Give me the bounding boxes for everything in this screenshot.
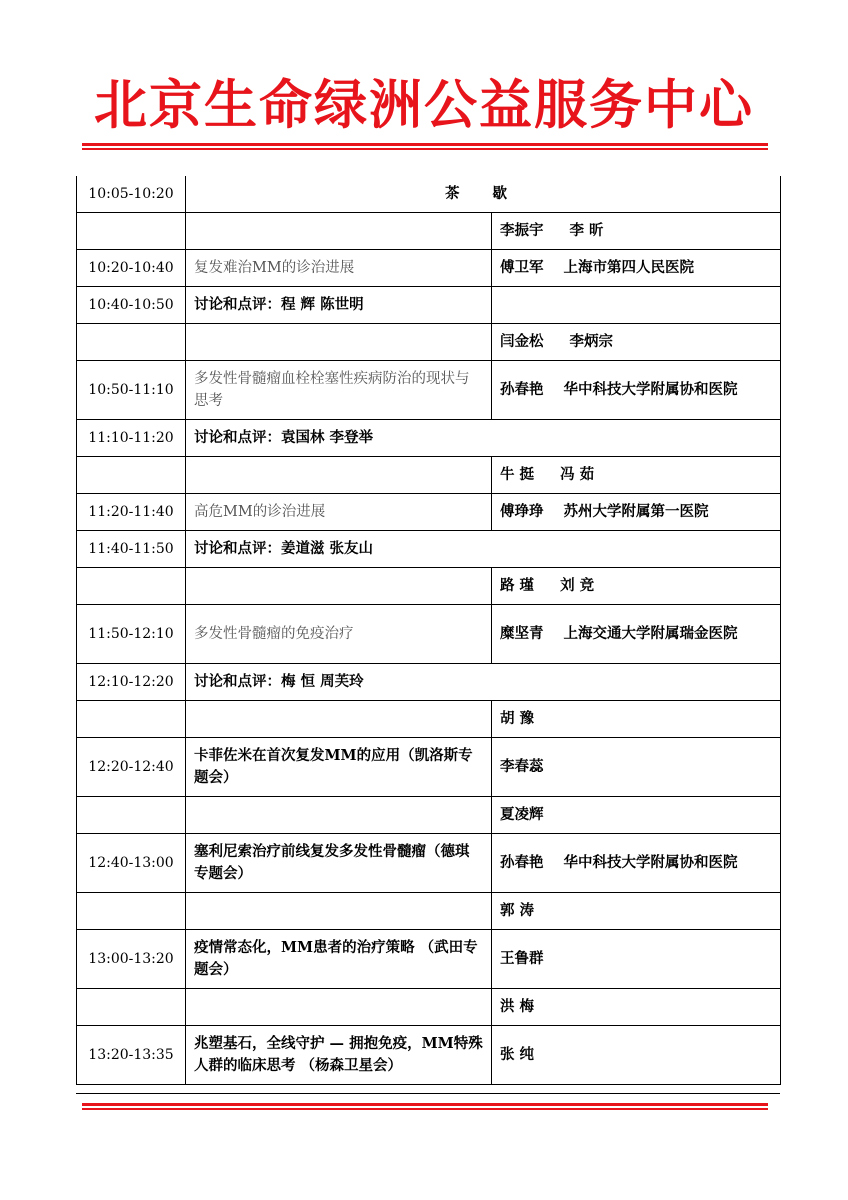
speaker-name: 孙春艳 <box>500 380 544 398</box>
moderators-cell <box>492 700 781 737</box>
time-cell: 11:50-12:10 <box>77 604 186 663</box>
schedule-body <box>77 176 781 1084</box>
table-row-break <box>77 176 781 212</box>
speaker-name: 糜坚青 <box>500 624 544 642</box>
table-row <box>77 323 781 360</box>
time-cell: 13:20-13:35 <box>77 1025 186 1084</box>
table-row <box>77 286 781 323</box>
moderators-cell <box>492 212 781 249</box>
discussion-cell: 讨论和点评：姜道滋 张友山 <box>186 530 781 567</box>
moderators-cell <box>492 456 781 493</box>
time-cell: 10:50-11:10 <box>77 360 186 419</box>
footer-rule-thick <box>82 1103 768 1106</box>
empty-topic-cell <box>186 212 492 249</box>
table-row <box>77 567 781 604</box>
time-cell: 11:10-11:20 <box>77 419 186 456</box>
topic-cell: 疫情常态化，MM患者的治疗策略 （武田专题会） <box>186 929 492 988</box>
schedule-table <box>76 176 781 1085</box>
moderators-cell <box>492 323 781 360</box>
discussion-cell: 讨论和点评：袁国林 李登举 <box>186 419 781 456</box>
empty-speaker-cell <box>492 286 781 323</box>
table-row <box>77 892 781 929</box>
moderators-cell <box>492 988 781 1025</box>
time-cell: 11:40-11:50 <box>77 530 186 567</box>
speaker-cell <box>492 493 781 530</box>
speaker-name: 张 纯 <box>500 1045 535 1063</box>
table-row <box>77 456 781 493</box>
speaker-cell <box>492 360 781 419</box>
moderator-name: 李 昕 <box>569 221 604 239</box>
table-row <box>77 212 781 249</box>
table-row <box>77 700 781 737</box>
speaker-name: 傅卫军 <box>500 258 544 276</box>
time-cell: 10:20-10:40 <box>77 249 186 286</box>
break-label: 茶 歇 <box>186 176 781 212</box>
moderator-name: 闫金松 <box>500 332 544 350</box>
speaker-organization: 华中科技大学附属协和医院 <box>563 380 738 398</box>
table-row <box>77 929 781 988</box>
page-title: 北京生命绿洲公益服务中心 <box>94 75 754 136</box>
moderator-name: 冯 茹 <box>560 465 595 483</box>
moderators-cell <box>492 892 781 929</box>
speaker-organization: 苏州大学附属第一医院 <box>563 502 709 520</box>
discussion-cell: 讨论和点评：梅 恒 周芙玲 <box>186 663 781 700</box>
moderator-name: 牛 挺 <box>500 465 535 483</box>
time-cell: 10:40-10:50 <box>77 286 186 323</box>
speaker-organization: 上海市第四人民医院 <box>563 258 694 276</box>
moderator-name: 路 瑾 <box>500 576 535 594</box>
empty-topic-cell <box>186 892 492 929</box>
footer-rule-thin <box>82 1108 768 1110</box>
empty-topic-cell <box>186 323 492 360</box>
moderator-name: 夏凌辉 <box>500 805 544 823</box>
speaker-name: 李春蕊 <box>500 757 544 775</box>
topic-cell: 高危MM的诊治进展 <box>186 493 492 530</box>
speaker-cell <box>492 604 781 663</box>
moderator-name: 洪 梅 <box>500 997 535 1015</box>
table-row <box>77 530 781 567</box>
empty-time-cell <box>77 700 186 737</box>
speaker-name: 傅琤琤 <box>500 502 544 520</box>
topic-cell: 卡菲佐米在首次复发MM的应用（凯洛斯专题会） <box>186 737 492 796</box>
empty-topic-cell <box>186 988 492 1025</box>
moderator-name: 李炳宗 <box>569 332 613 350</box>
speaker-organization: 上海交通大学附属瑞金医院 <box>563 624 738 642</box>
moderator-name: 刘 竞 <box>560 576 595 594</box>
speaker-cell <box>492 737 781 796</box>
table-row <box>77 663 781 700</box>
table-row <box>77 249 781 286</box>
time-cell: 12:40-13:00 <box>77 833 186 892</box>
speaker-cell <box>492 249 781 286</box>
table-row <box>77 1025 781 1084</box>
time-cell: 11:20-11:40 <box>77 493 186 530</box>
header-rule-thick <box>82 143 768 146</box>
empty-time-cell <box>77 796 186 833</box>
speaker-name: 王鲁群 <box>500 949 544 967</box>
time-cell: 10:05-10:20 <box>77 176 186 212</box>
table-row <box>77 493 781 530</box>
time-cell: 13:00-13:20 <box>77 929 186 988</box>
table-row <box>77 737 781 796</box>
empty-topic-cell <box>186 456 492 493</box>
empty-time-cell <box>77 456 186 493</box>
table-row <box>77 419 781 456</box>
table-row <box>77 360 781 419</box>
discussion-cell: 讨论和点评：程 辉 陈世明 <box>186 286 492 323</box>
topic-cell: 复发难治MM的诊治进展 <box>186 249 492 286</box>
empty-time-cell <box>77 323 186 360</box>
moderator-name: 胡 豫 <box>500 709 535 727</box>
moderator-name: 李振宇 <box>500 221 544 239</box>
empty-time-cell <box>77 988 186 1025</box>
empty-topic-cell <box>186 796 492 833</box>
empty-time-cell <box>77 567 186 604</box>
table-row <box>77 833 781 892</box>
topic-cell: 多发性骨髓瘤的免疫治疗 <box>186 604 492 663</box>
speaker-cell <box>492 833 781 892</box>
speaker-organization: 华中科技大学附属协和医院 <box>563 853 738 871</box>
table-row <box>77 988 781 1025</box>
table-bottom-line <box>76 1093 780 1094</box>
moderator-name: 郭 涛 <box>500 901 535 919</box>
speaker-cell <box>492 1025 781 1084</box>
empty-topic-cell <box>186 567 492 604</box>
empty-topic-cell <box>186 700 492 737</box>
topic-cell: 多发性骨髓瘤血栓栓塞性疾病防治的现状与思考 <box>186 360 492 419</box>
speaker-cell <box>492 929 781 988</box>
time-cell: 12:10-12:20 <box>77 663 186 700</box>
time-cell: 12:20-12:40 <box>77 737 186 796</box>
topic-cell: 兆塑基石，全线守护 — 拥抱免疫，MM特殊人群的临床思考 （杨森卫星会） <box>186 1025 492 1084</box>
empty-time-cell <box>77 892 186 929</box>
moderators-cell <box>492 567 781 604</box>
moderators-cell <box>492 796 781 833</box>
topic-cell: 塞利尼索治疗前线复发多发性骨髓瘤（德琪专题会） <box>186 833 492 892</box>
table-row <box>77 604 781 663</box>
empty-time-cell <box>77 212 186 249</box>
speaker-name: 孙春艳 <box>500 853 544 871</box>
header-rule-thin <box>82 148 768 150</box>
table-row <box>77 796 781 833</box>
